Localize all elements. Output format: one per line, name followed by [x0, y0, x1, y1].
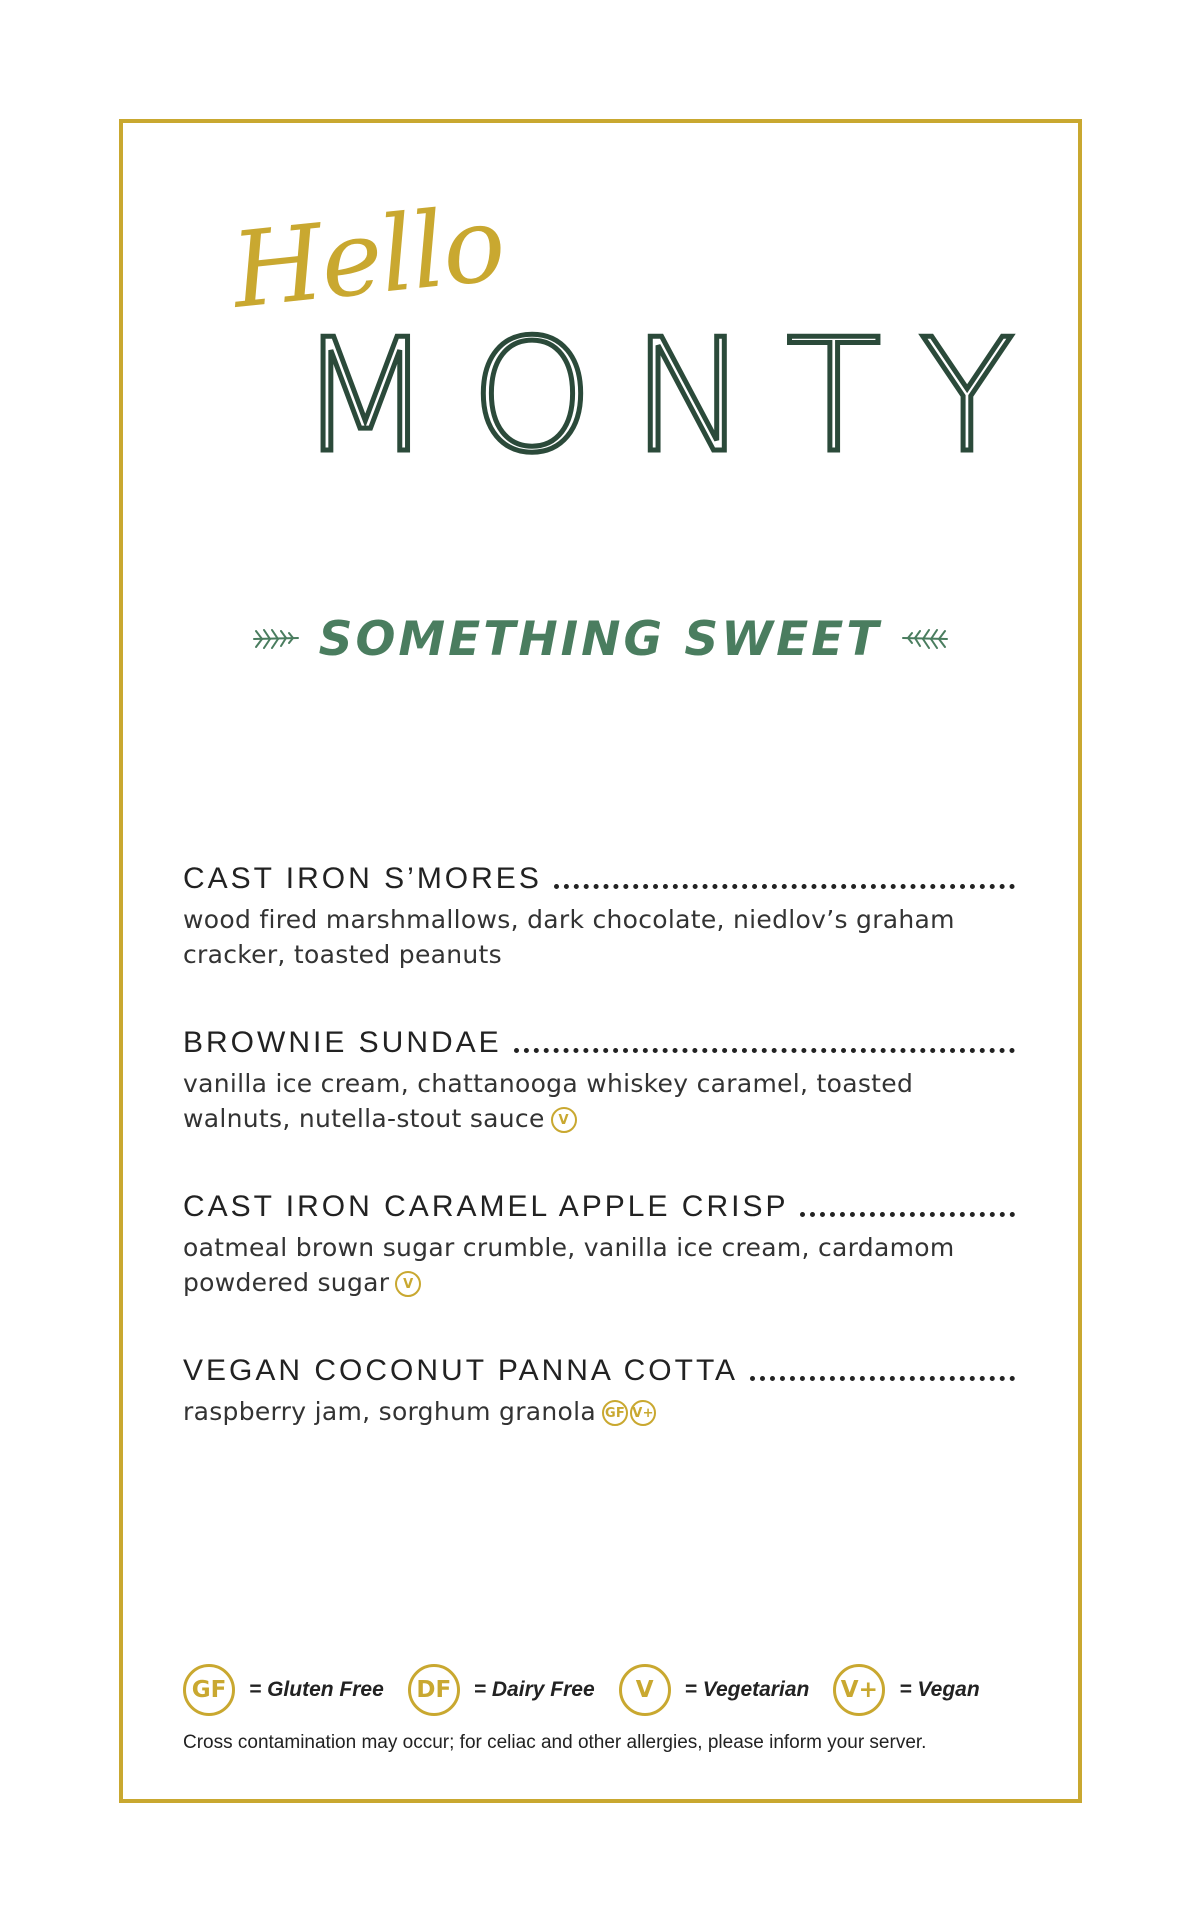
brand-script: Hello: [226, 182, 510, 332]
legend-label: = Vegetarian: [684, 1678, 810, 1701]
dot-leader: [514, 1047, 1015, 1053]
vegan-badge-icon: V+: [833, 1664, 885, 1716]
legend-label: = Dairy Free: [473, 1678, 595, 1701]
legend-label: = Vegan: [899, 1678, 980, 1701]
item-description: raspberry jam, sorghum granola: [183, 1397, 597, 1426]
dairy-free-badge-icon: DF: [408, 1664, 460, 1716]
vegan-badge-icon: V+: [630, 1400, 656, 1426]
legend-item: [408, 1664, 595, 1716]
leaf-left-icon: [252, 627, 300, 653]
item-name: CAST IRON CARAMEL APPLE CRISP: [183, 1190, 789, 1223]
item-description: wood fired marshmallows, dark chocolate, niedlov’s graham cracker, toasted peanuts: [183, 905, 955, 969]
menu-item: [183, 862, 1015, 972]
item-description-wrapper: [183, 1230, 1015, 1300]
menu-item: [183, 1190, 1015, 1300]
item-description-wrapper: [183, 1066, 1015, 1136]
dietary-legend: [183, 1664, 1063, 1716]
allergy-note: Cross contamination may occur; for celiac and other allergies, please inform your server.: [183, 1732, 927, 1753]
brand-name: MONTY: [298, 305, 1053, 487]
legend-item: [833, 1664, 979, 1716]
legend-item: [183, 1664, 384, 1716]
legend-item: [619, 1664, 810, 1716]
item-description: oatmeal brown sugar crumble, vanilla ice cream, cardamom powdered sugar: [183, 1233, 955, 1297]
gluten-free-badge-icon: GF: [183, 1664, 235, 1716]
vegetarian-badge-icon: V: [619, 1664, 671, 1716]
item-name: BROWNIE SUNDAE: [183, 1026, 502, 1059]
section-header: [0, 612, 1200, 667]
gluten-free-badge-icon: GF: [602, 1400, 628, 1426]
menu-item: [183, 1354, 1015, 1429]
leaf-right-icon: [901, 627, 949, 653]
section-title: SOMETHING SWEET: [318, 612, 882, 667]
item-description: vanilla ice cream, chattanooga whiskey caramel, toasted walnuts, nutella-stout sauce: [183, 1069, 914, 1133]
dot-leader: [750, 1375, 1015, 1381]
dot-leader: [800, 1211, 1015, 1217]
vegetarian-badge-icon: V: [395, 1271, 421, 1297]
item-name: VEGAN COCONUT PANNA COTTA: [183, 1354, 739, 1387]
menu-items: [183, 862, 1015, 1483]
item-description-wrapper: [183, 1394, 1015, 1429]
menu-item: [183, 1026, 1015, 1136]
legend-label: = Gluten Free: [249, 1678, 384, 1701]
dot-leader: [554, 883, 1015, 889]
vegetarian-badge-icon: V: [551, 1107, 577, 1133]
item-name: CAST IRON S’MORES: [183, 862, 542, 895]
